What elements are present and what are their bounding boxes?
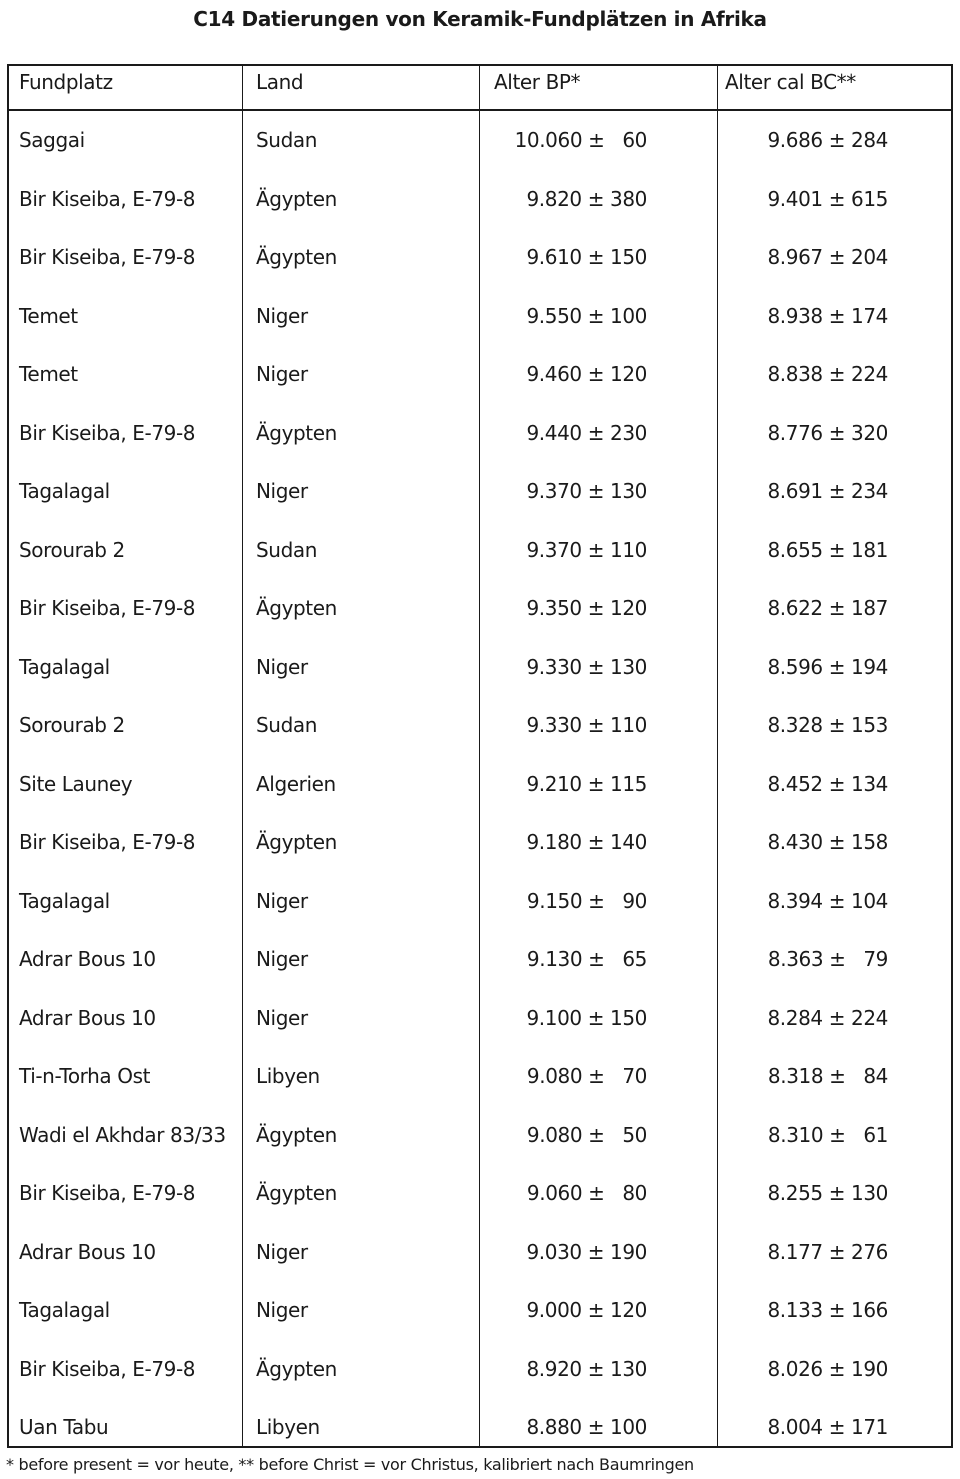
cell-land: Niger — [256, 479, 308, 503]
cell-alter-bp: 9.550 ± 100 — [526, 303, 647, 328]
cell-alter-cal: 8.430 ± 158 — [767, 830, 888, 854]
cell-fundplatz: Bir Kiseiba, E-79-8 — [19, 186, 196, 211]
header-alter-bp: Alter BP* — [494, 70, 581, 94]
cell-fundplatz: Ti-n-Torha Ost — [19, 1064, 151, 1088]
cell-alter-bp: 9.080 ± 50 — [526, 1122, 647, 1147]
column-divider — [479, 66, 480, 1446]
header-fundplatz: Fundplatz — [19, 70, 113, 94]
cell-land: Niger — [256, 888, 308, 913]
cell-land: Libyen — [256, 1064, 320, 1088]
cell-alter-bp: 9.350 ± 120 — [526, 596, 647, 620]
cell-land: Niger — [256, 362, 308, 386]
cell-land: Sudan — [256, 128, 317, 152]
cell-alter-bp: 8.920 ± 130 — [526, 1356, 647, 1381]
cell-land: Niger — [256, 303, 308, 328]
cell-fundplatz: Tagalagal — [19, 1298, 110, 1322]
cell-fundplatz: Bir Kiseiba, E-79-8 — [19, 1356, 196, 1381]
cell-fundplatz: Sorourab 2 — [19, 713, 125, 737]
cell-fundplatz: Adrar Bous 10 — [19, 1239, 156, 1264]
cell-alter-bp: 9.370 ± 110 — [526, 537, 647, 562]
table-title: C14 Datierungen von Keramik-Fundplätzen in Afrika — [193, 7, 767, 31]
cell-alter-cal: 8.363 ± 79 — [767, 947, 888, 971]
cell-land: Ägypten — [256, 596, 337, 620]
cell-alter-bp: 9.330 ± 130 — [526, 654, 647, 679]
cell-alter-bp: 8.880 ± 100 — [526, 1415, 647, 1439]
cell-alter-cal: 8.328 ± 153 — [767, 713, 888, 737]
data-table — [7, 64, 953, 1448]
cell-land: Libyen — [256, 1415, 320, 1439]
cell-fundplatz: Tagalagal — [19, 654, 110, 679]
cell-alter-cal: 9.686 ± 284 — [767, 128, 888, 152]
cell-land: Niger — [256, 654, 308, 679]
cell-alter-cal: 8.596 ± 194 — [767, 654, 888, 679]
cell-alter-bp: 9.180 ± 140 — [526, 830, 647, 854]
cell-alter-bp: 9.210 ± 115 — [526, 771, 647, 796]
cell-land: Ägypten — [256, 1356, 337, 1381]
cell-alter-cal: 8.938 ± 174 — [767, 303, 888, 328]
cell-fundplatz: Sorourab 2 — [19, 537, 125, 562]
cell-alter-bp: 9.030 ± 190 — [526, 1239, 647, 1264]
cell-fundplatz: Bir Kiseiba, E-79-8 — [19, 420, 196, 445]
cell-alter-bp: 9.060 ± 80 — [526, 1181, 647, 1205]
cell-fundplatz: Adrar Bous 10 — [19, 947, 156, 971]
cell-alter-bp: 9.150 ± 90 — [526, 888, 647, 913]
cell-fundplatz: Temet — [19, 362, 78, 386]
cell-alter-cal: 8.776 ± 320 — [767, 420, 888, 445]
cell-alter-cal: 8.318 ± 84 — [767, 1064, 888, 1088]
cell-land: Niger — [256, 1005, 308, 1030]
cell-fundplatz: Site Launey — [19, 771, 133, 796]
cell-land: Ägypten — [256, 830, 337, 854]
cell-alter-cal: 8.177 ± 276 — [767, 1239, 888, 1264]
cell-alter-cal: 8.255 ± 130 — [767, 1181, 888, 1205]
cell-fundplatz: Bir Kiseiba, E-79-8 — [19, 596, 196, 620]
cell-fundplatz: Bir Kiseiba, E-79-8 — [19, 830, 196, 854]
cell-land: Ägypten — [256, 245, 337, 269]
cell-alter-bp: 9.080 ± 70 — [526, 1064, 647, 1088]
cell-fundplatz: Adrar Bous 10 — [19, 1005, 156, 1030]
cell-land: Ägypten — [256, 1122, 337, 1147]
footnote: * before present = vor heute, ** before Christ = vor Christus, kalibriert nach Baumringen — [6, 1455, 694, 1474]
cell-land: Sudan — [256, 713, 317, 737]
cell-alter-bp: 9.370 ± 130 — [526, 479, 647, 503]
cell-land: Niger — [256, 947, 308, 971]
column-divider — [242, 66, 243, 1446]
column-divider — [717, 66, 718, 1446]
cell-land: Ägypten — [256, 186, 337, 211]
cell-alter-bp: 10.060 ± 60 — [514, 128, 647, 152]
cell-fundplatz: Wadi el Akhdar 83/33 — [19, 1122, 226, 1147]
cell-alter-cal: 8.394 ± 104 — [767, 888, 888, 913]
cell-alter-cal: 8.622 ± 187 — [767, 596, 888, 620]
cell-alter-bp: 9.610 ± 150 — [526, 245, 647, 269]
cell-fundplatz: Temet — [19, 303, 78, 328]
cell-land: Niger — [256, 1239, 308, 1264]
cell-fundplatz: Bir Kiseiba, E-79-8 — [19, 245, 196, 269]
header-divider — [9, 109, 951, 111]
cell-alter-cal: 8.133 ± 166 — [767, 1298, 888, 1322]
cell-land: Niger — [256, 1298, 308, 1322]
cell-land: Ägypten — [256, 1181, 337, 1205]
cell-alter-bp: 9.130 ± 65 — [526, 947, 647, 971]
cell-fundplatz: Saggai — [19, 128, 85, 152]
cell-alter-cal: 8.004 ± 171 — [767, 1415, 888, 1439]
cell-alter-cal: 8.691 ± 234 — [767, 479, 888, 503]
cell-alter-cal: 8.655 ± 181 — [767, 537, 888, 562]
cell-alter-bp: 9.330 ± 110 — [526, 713, 647, 737]
cell-alter-cal: 9.401 ± 615 — [767, 186, 888, 211]
header-alter-cal-bc: Alter cal BC** — [725, 70, 856, 94]
cell-fundplatz: Bir Kiseiba, E-79-8 — [19, 1181, 196, 1205]
cell-alter-cal: 8.310 ± 61 — [767, 1122, 888, 1147]
cell-land: Sudan — [256, 537, 317, 562]
cell-alter-cal: 8.838 ± 224 — [767, 362, 888, 386]
cell-alter-bp: 9.820 ± 380 — [526, 186, 647, 211]
cell-alter-bp: 9.460 ± 120 — [526, 362, 647, 386]
cell-fundplatz: Tagalagal — [19, 888, 110, 913]
cell-alter-cal: 8.452 ± 134 — [767, 771, 888, 796]
cell-alter-bp: 9.000 ± 120 — [526, 1298, 647, 1322]
cell-fundplatz: Tagalagal — [19, 479, 110, 503]
cell-alter-cal: 8.967 ± 204 — [767, 245, 888, 269]
cell-alter-bp: 9.100 ± 150 — [526, 1005, 647, 1030]
cell-alter-cal: 8.284 ± 224 — [767, 1005, 888, 1030]
cell-land: Algerien — [256, 771, 336, 796]
cell-alter-cal: 8.026 ± 190 — [767, 1356, 888, 1381]
cell-fundplatz: Uan Tabu — [19, 1415, 109, 1439]
cell-land: Ägypten — [256, 420, 337, 445]
header-land: Land — [256, 70, 304, 94]
cell-alter-bp: 9.440 ± 230 — [526, 420, 647, 445]
